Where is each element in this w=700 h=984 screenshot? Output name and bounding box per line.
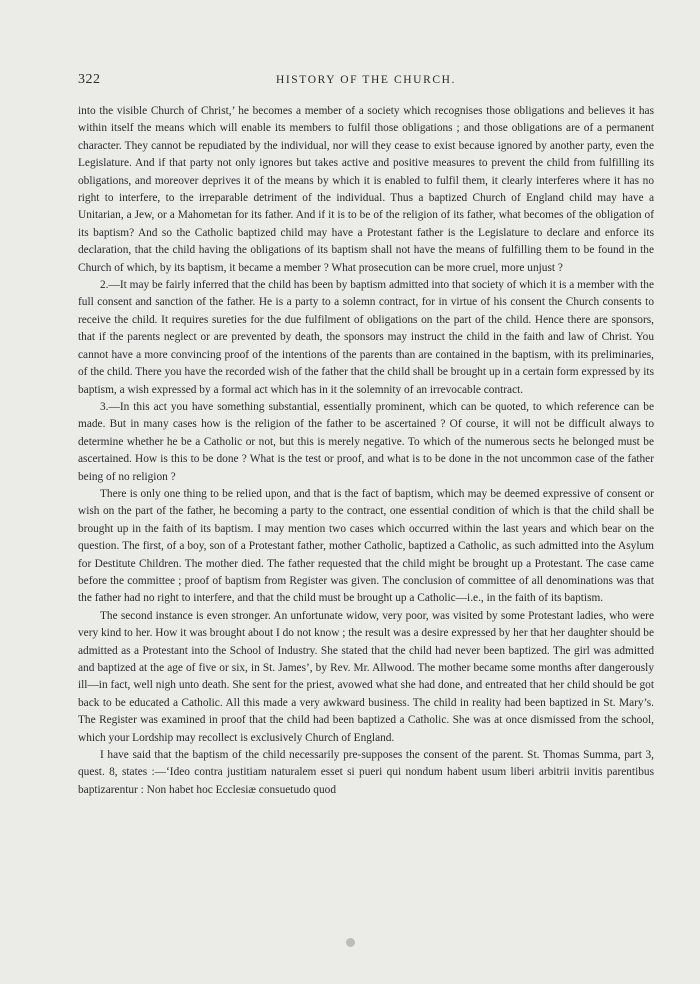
page-number: 322	[78, 72, 101, 87]
paragraph-point-2: 2.—It may be fairly inferred that the child has been by baptism admitted into that society of which it is a member with the full consent and sanction of the father. He is a party to a solemn contract, for in virtue of his consent the Church consents to receive the child. It requires sureties for the due fulfilment of obligations on the part of the child. Hence there are sponsors, that if the parents neglect or are prevented by death, the sponsors may instruct the child in the faith and law of Christ. You cannot have a more convincing proof of the intentions of the parents than are contained in the baptism, with its preliminaries, of the child. There you have the recorded wish of the father that the child shall be brought up in a certain form expressed by its baptism, a wish expressed by a formal act which has in it the solemnity of an irrevocable contract.	[78, 279, 654, 396]
paragraph-continuation: into the visible Church of Christ,’ he becomes a member of a society which recognises those obligations and believes it has within itself the means which will enable its members to fulfil those obligations ; and those obligations are of a permanent character. They cannot be repudiated by the individual, nor will they cease to exist because ignored by another party, even the Legislature. And if that party not only ignores but takes active and positive measures to prevent the child from fulfilling its obligations, and moreover deprives it of the means by which it is enabled to fulfil them, it clearly interferes where it has no right to interfere, to the irreparable detriment of the individual. Thus a baptized Church of England child may have a Unitarian, a Jew, or a Mahometan for its father. And if it is to be of the religion of its father, what becomes of the obligation of its baptism? And so the Catholic baptized child may have a Protestant father is the Legislature to declare and enforce its declaration, that the child having the obligations of its baptism shall not have the means of fulfilling them to be found in the Church of which, by its baptism, it became a member ? What prosecution can be more cruel, more unjust ?	[78, 105, 654, 274]
page-mark	[346, 938, 355, 947]
paragraph-point-3: 3.—In this act you have something substantial, essentially prominent, which can be quoted, to which reference can be made. But in many cases how is the religion of the father to be ascertained ? Of course, it will not be difficult always to determine whether he be a Catholic or not, but this is merely negative. To which of the numerous sects he belonged must be ascertained. How is this to be done ? What is the test or proof, and what is to be done in the not uncommon case of the father being of no religion ?	[78, 400, 654, 483]
paragraph-st-thomas: I have said that the baptism of the child necessarily pre-supposes the consent of the parent. St. Thomas Summa, part 3, quest. 8, states :—‘Ideo contra justitiam naturalem esset si pueri qui nondum habent usum liberi arbitrii invitis parentibus baptizarentur : Non habet hoc Ecclesiæ consuetudo quod	[78, 749, 654, 796]
body-text	[78, 103, 654, 799]
page-header	[78, 72, 654, 92]
paragraph-second-instance: The second instance is even stronger. An unfortunate widow, very poor, was visited by some Protestant ladies, who were very kind to her. How it was brought about I do not know ; the result was a desire expressed by her that her daughter should be admitted as a Protestant into the School of Industry. She stated that the child had never been baptized. The girl was admitted and baptized at the age of five or six, in St. James’, by Rev. Mr. Allwood. The mother became some months after dangerously ill—in fact, well nigh unto death. She sent for the priest, avowed what she had done, and entreated that her child should be got back to be educated a Catholic. All this made a very awkward business. The child in reality had been baptized in St. Mary’s. The Register was examined in proof that the child had been baptized a Catholic. She was at once dismissed from the school, which your Lordship may recollect is exclusively Church of England.	[78, 609, 654, 744]
paragraph-baptism-fact: There is only one thing to be relied upon, and that is the fact of baptism, which may be deemed expressive of consent or wish on the part of the father, he becoming a party to the contract, one essential condition of which is that the child shall be brought up in the faith of its baptism. I may mention two cases which occurred within the last years and which bear on the question. The first, of a boy, son of a Protestant father, mother Catholic, baptized a Catholic, as such admitted into the Asylum for Destitute Children. The mother died. The father requested that the child might be brought up a Protestant. The case came before the committee ; proof of baptism from Register was given. The conclusion of committee of all denominations was that the father had no right to interfere, and that the child must be brought up a Catholic—i.e., in the faith of its baptism.	[78, 487, 654, 605]
running-head: HISTORY OF THE CHURCH.	[275, 74, 457, 86]
